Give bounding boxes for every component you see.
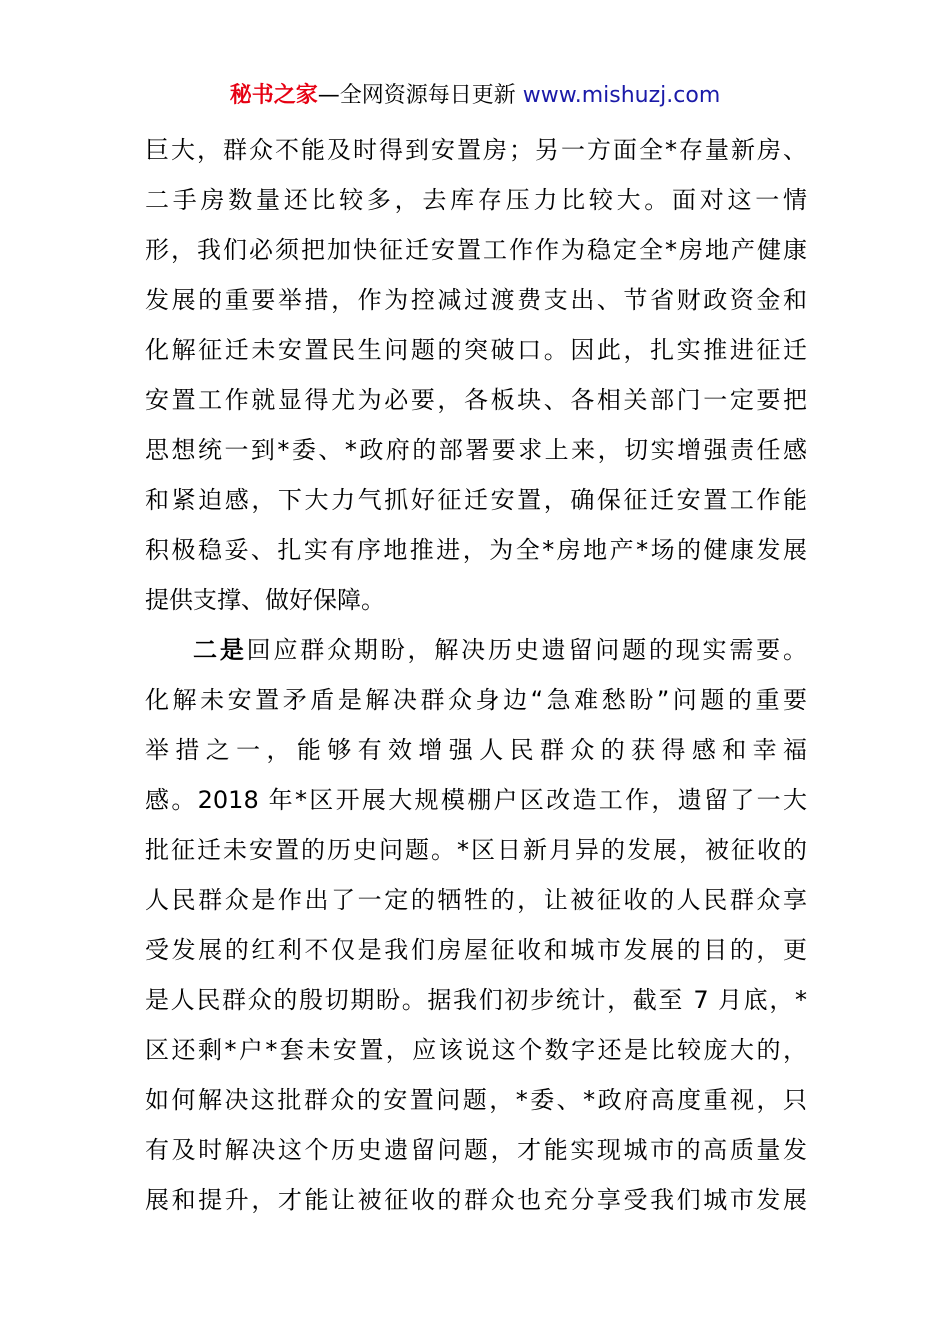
- brand-name: 秘书之家: [229, 83, 318, 108]
- body-line: 安置工作就显得尤为必要，各板块、各相关部门一定要把: [145, 386, 807, 414]
- body-line: 如何解决这批群众的安置问题，*委、*政府高度重视，只: [145, 1086, 807, 1114]
- body-line: 区还剩*户*套未安置，应该说这个数字还是比较庞大的，: [145, 1036, 807, 1064]
- body-line: 巨大，群众不能及时得到安置房；另一方面全*存量新房、: [145, 136, 807, 164]
- body-line: 人民群众是作出了一定的牺牲的，让被征收的人民群众享: [145, 886, 807, 914]
- body-line: 有及时解决这个历史遗留问题，才能实现城市的高质量发: [145, 1136, 807, 1164]
- body-line: 积极稳妥、扎实有序地推进，为全*房地产*场的健康发展: [145, 536, 807, 564]
- body-line: 受发展的红利不仅是我们房屋征收和城市发展的目的，更: [145, 936, 807, 964]
- body-line: 化解征迁未安置民生问题的突破口。因此，扎实推进征迁: [145, 336, 807, 364]
- section-two-lead: [145, 625, 807, 675]
- body-line: 发展的重要举措，作为控减过渡费支出、节省财政资金和: [145, 286, 807, 314]
- body-line: 展和提升，才能让被征收的群众也充分享受我们城市发展: [145, 1186, 807, 1214]
- section-two-lead-bold: 二是: [193, 636, 247, 664]
- body-line: 是人民群众的殷切期盼。据我们初步统计，截至 7 月底，*: [145, 986, 807, 1014]
- header-tagline: —全网资源每日更新: [317, 83, 516, 108]
- section-two-lead-text: 回应群众期盼，解决历史遗留问题的现实需要。: [246, 636, 808, 664]
- body-line: 感。2018 年*区开展大规模棚户区改造工作，遗留了一大: [145, 786, 807, 814]
- body-line: 形，我们必须把加快征迁安置工作作为稳定全*房地产健康: [145, 236, 807, 264]
- header-url-link[interactable]: www.mishuzj.com: [522, 83, 721, 108]
- body-line: 化解未安置矛盾是解决群众身边“急难愁盼”问题的重要: [145, 686, 807, 714]
- body-line: 提供支撑、做好保障。: [145, 586, 385, 614]
- document-body: [145, 125, 807, 1225]
- body-line: 批征迁未安置的历史问题。*区日新月异的发展，被征收的: [145, 836, 807, 864]
- body-line: 举措之一，能够有效增强人民群众的获得感和幸福: [145, 736, 807, 764]
- body-line: 二手房数量还比较多，去库存压力比较大。面对这一情: [145, 186, 807, 214]
- page-header: [0, 80, 950, 112]
- body-line: 和紧迫感，下大力气抓好征迁安置，确保征迁安置工作能: [145, 486, 807, 514]
- body-line: 思想统一到*委、*政府的部署要求上来，切实增强责任感: [145, 436, 807, 464]
